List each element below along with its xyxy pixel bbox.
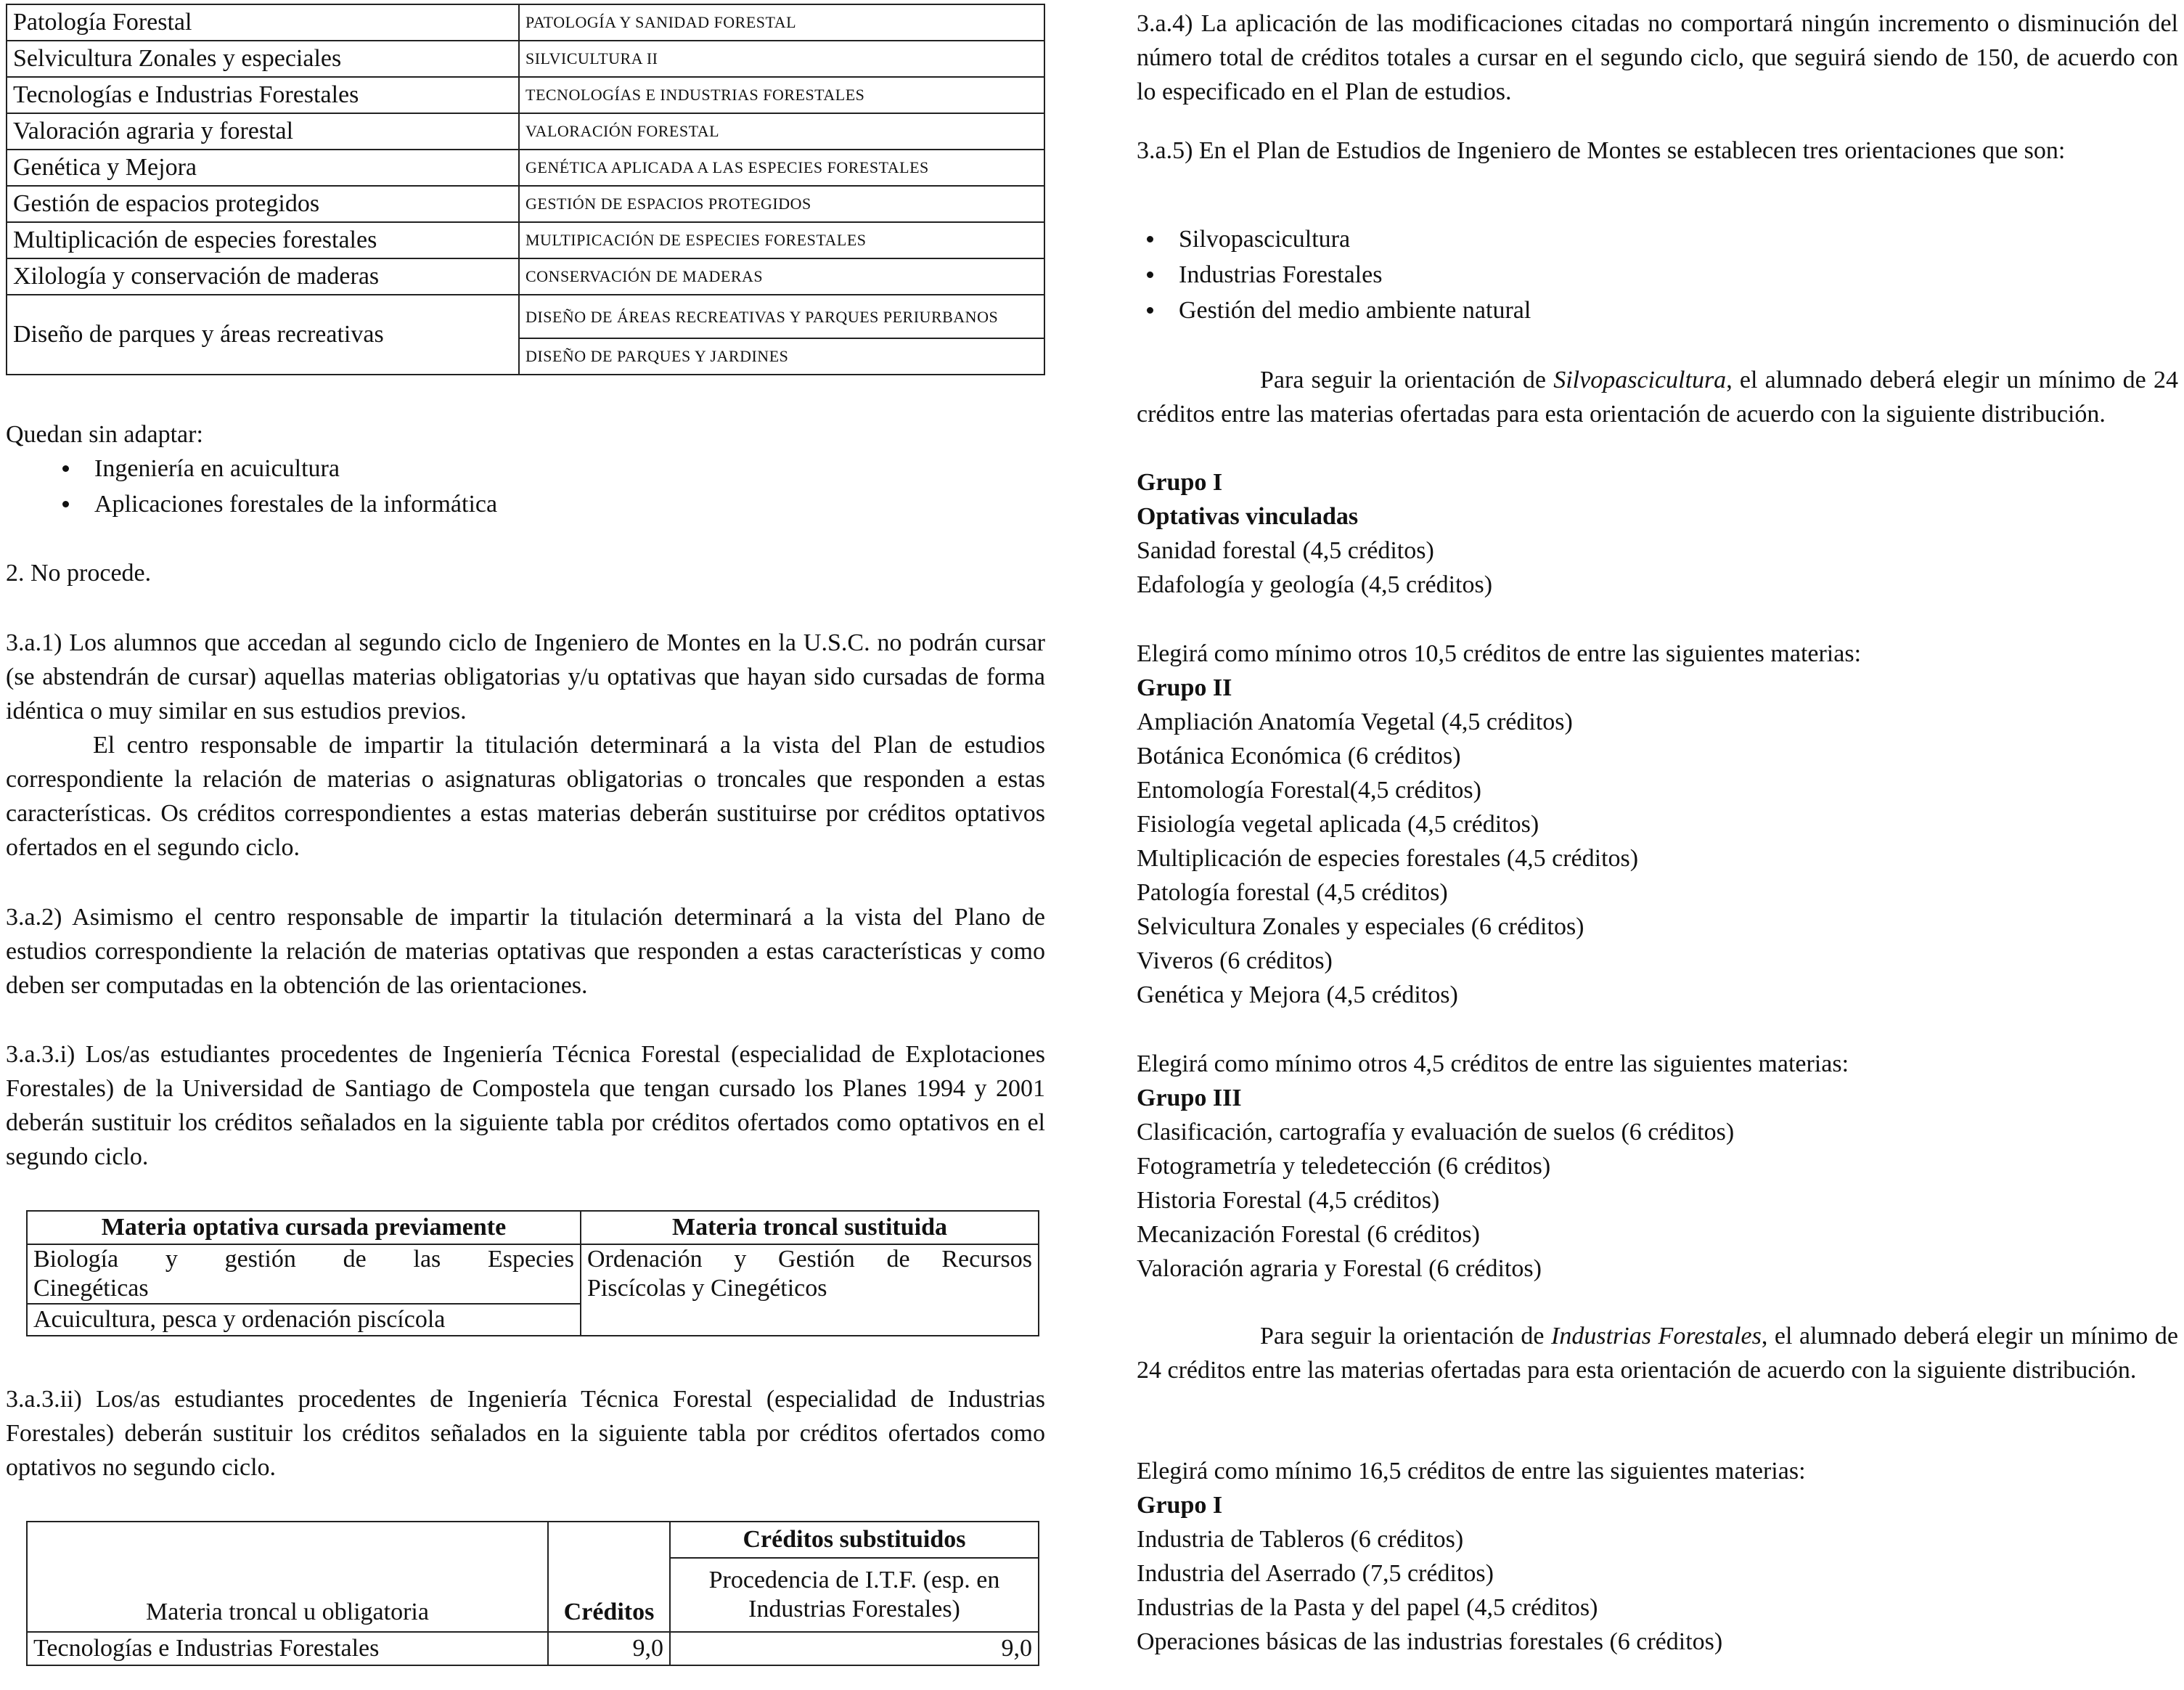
list-item: Silvopascicultura <box>1179 221 2122 257</box>
list-item: Patología forestal (4,5 créditos) <box>1137 879 1448 906</box>
orientations-list <box>1179 221 2122 328</box>
list-item: Fotogrametría y teledetección (6 créditos) <box>1137 1153 1551 1180</box>
table-row <box>27 1632 1039 1665</box>
group-heading: Grupo I <box>1137 469 1223 496</box>
list-item: Gestión del medio ambiente natural <box>1179 293 2122 328</box>
table-row <box>7 4 1044 41</box>
table-header: Materia troncal sustituida <box>581 1211 1039 1244</box>
table-cell: Patología Forestal <box>7 4 519 41</box>
text-span: , el alumnado deberá elegir un mínimo de 24 créditos entre las materias ofertadas para esta orientación de acuerdo con la siguiente distribución. <box>1137 367 2178 428</box>
table-cell: Créditos <box>548 1522 670 1632</box>
list-item: Mecanización Forestal (6 créditos) <box>1137 1221 1480 1248</box>
text-span: Para seguir la orientación de <box>1260 367 1554 393</box>
table-cell: Ordenación y Gestión de Recursos Piscícolas y Cinegéticos <box>581 1244 1039 1336</box>
table-cell: SILVICULTURA II <box>519 41 1044 77</box>
table-header: Materia optativa cursada previamente <box>27 1211 581 1244</box>
group-heading: Grupo II <box>1137 674 1232 701</box>
paragraph-silvopascicultura <box>1137 363 2178 431</box>
cell-line: Cinegéticas <box>33 1275 149 1302</box>
table-cell: Materia troncal u obligatoria <box>27 1522 548 1632</box>
table-cell: MULTIPICACIÓN DE ESPECIES FORESTALES <box>519 222 1044 258</box>
table-cell: Xilología y conservación de maderas <box>7 258 519 295</box>
list-item: Selvicultura Zonales y especiales (6 créditos) <box>1137 913 1584 940</box>
paragraph-3a3ii: 3.a.3.ii) Los/as estudiantes procedentes de Ingeniería Técnica Forestal (especialidad de Industrias Forestales) deberán sustituir los créditos señalados en la siguiente tabla por créditos ofertados como optativos no segundo ciclo. <box>6 1386 1045 1481</box>
list-item: Viveros (6 créditos) <box>1137 947 1333 974</box>
list-item: Operaciones básicas de las industrias forestales (6 créditos) <box>1137 1628 1723 1655</box>
table-cell: Tecnologías e Industrias Forestales <box>7 77 519 113</box>
table-cell: 9,0 <box>548 1632 670 1665</box>
table-row <box>7 77 1044 113</box>
text-span: Silvopascicultura <box>1553 367 1727 393</box>
table-row <box>7 295 1044 338</box>
table-cell: GENÉTICA APLICADA A LAS ESPECIES FORESTALES <box>519 150 1044 186</box>
list-item: Industria del Aserrado (7,5 créditos) <box>1137 1560 1494 1587</box>
group-iii-block <box>1137 1047 2178 1286</box>
table-row <box>7 150 1044 186</box>
table-row <box>7 222 1044 258</box>
table-cell: Diseño de parques y áreas recreativas <box>7 295 519 375</box>
list-item: Genética y Mejora (4,5 créditos) <box>1137 981 1458 1008</box>
list-item: Industrias Forestales <box>1179 257 2122 293</box>
text-span: Para seguir la orientación de <box>1260 1323 1552 1350</box>
group-intro: Elegirá como mínimo 16,5 créditos de entre las siguientes materias: <box>1137 1458 1806 1485</box>
table-cell: 9,0 <box>670 1632 1039 1665</box>
unadapted-list <box>94 451 1038 522</box>
group-intro: Elegirá como mínimo otros 10,5 créditos de entre las siguientes materias: <box>1137 640 1862 667</box>
text-span: Industrias Forestales <box>1551 1323 1762 1350</box>
group-i-block <box>1137 465 2178 602</box>
table-cell: Selvicultura Zonales y especiales <box>7 41 519 77</box>
industrias-group-block <box>1137 1454 2178 1659</box>
group-ii-block <box>1137 637 2178 1012</box>
paragraph-3a1: 3.a.1) Los alumnos que accedan al segundo ciclo de Ingeniero de Montes en la U.S.C. no podrán cursar (se abstendrán de cursar) aquellas materias obligatorias y/u optativas que hayan sido cursadas de forma idéntica o muy similar en sus estudios previos. <box>6 629 1045 724</box>
paragraph-3a2: 3.a.2) Asimismo el centro responsable de impartir la titulación determinará a la vista del Plano de estudios correspondiente la relación de materias optativas que responden a estas características y como deben ser computadas en la obtención de las orientaciones. <box>6 904 1045 999</box>
list-item: Fisiología vegetal aplicada (4,5 créditos) <box>1137 811 1539 838</box>
substitution-table-1 <box>26 1210 1039 1336</box>
table-cell: Valoración agraria y forestal <box>7 113 519 150</box>
group-heading: Grupo III <box>1137 1085 1242 1111</box>
paragraph-3a5: 3.a.5) En el Plan de Estudios de Ingeniero de Montes se establecen tres orientaciones que son: <box>1137 137 2066 164</box>
table-cell: CONSERVACIÓN DE MADERAS <box>519 258 1044 295</box>
table-cell: GESTIÓN DE ESPACIOS PROTEGIDOS <box>519 186 1044 222</box>
list-item: Entomología Forestal(4,5 créditos) <box>1137 777 1481 804</box>
group-intro: Elegirá como mínimo otros 4,5 créditos de entre las siguientes materias: <box>1137 1050 1849 1077</box>
list-item: Aplicaciones forestales de la informática <box>94 486 1038 522</box>
unadapted-intro: Quedan sin adaptar: <box>6 421 203 448</box>
table-row <box>7 41 1044 77</box>
paragraph-industrias <box>1137 1319 2178 1387</box>
table-cell: Genética y Mejora <box>7 150 519 186</box>
table-row <box>27 1522 1039 1558</box>
table-cell: TECNOLOGÍAS E INDUSTRIAS FORESTALES <box>519 77 1044 113</box>
group-heading: Grupo I <box>1137 1492 1223 1519</box>
paragraph-3a1-b: El centro responsable de impartir la titulación determinará a la vista del Plan de estudios correspondiente la relación de materias o asignaturas obligatorias o troncales que responden a estas características. Os créditos correspondientes a estas materias deberán sustituirse por créditos optativos ofertados en el segundo ciclo. <box>6 732 1045 861</box>
paragraph-2: 2. No procede. <box>6 560 152 587</box>
list-item: Industrias de la Pasta y del papel (4,5 créditos) <box>1137 1594 1598 1621</box>
text-span: , el alumnado deberá elegir un mínimo de 24 créditos entre las materias ofertadas para esta orientación de acuerdo con la siguiente distribución. <box>1137 1323 2178 1384</box>
paragraph-3a3i: 3.a.3.i) Los/as estudiantes procedentes de Ingeniería Técnica Forestal (especialidad de Explotaciones Forestales) de la Universidad de Santiago de Compostela que tengan cursado los Planes 1994 y 2001 deberán sustituir los créditos señalados en la siguiente tabla por créditos ofertados como optativos en el segundo ciclo. <box>6 1041 1045 1170</box>
table-cell: Acuicultura, pesca y ordenación piscícola <box>27 1304 581 1336</box>
table-row <box>7 186 1044 222</box>
table-cell: Tecnologías e Industrias Forestales <box>27 1632 548 1665</box>
table-cell: Multiplicación de especies forestales <box>7 222 519 258</box>
group-subheading: Optativas vinculadas <box>1137 503 1359 530</box>
table-cell: VALORACIÓN FORESTAL <box>519 113 1044 150</box>
table-row <box>27 1211 1039 1244</box>
list-item: Clasificación, cartografía y evaluación de suelos (6 créditos) <box>1137 1119 1735 1146</box>
list-item: Historia Forestal (4,5 créditos) <box>1137 1187 1440 1214</box>
table-cell: Procedencia de I.T.F. (esp. en Industrias Forestales) <box>670 1558 1039 1632</box>
list-item: Sanidad forestal (4,5 créditos) <box>1137 537 1434 564</box>
table-cell: Gestión de espacios protegidos <box>7 186 519 222</box>
substitution-table-2 <box>26 1521 1039 1666</box>
list-item: Multiplicación de especies forestales (4,5 créditos) <box>1137 845 1639 872</box>
list-item: Ingeniería en acuicultura <box>94 451 1038 486</box>
cell-line: Biología y gestión de las Especies <box>33 1246 574 1273</box>
table-row <box>27 1244 1039 1304</box>
table-cell <box>27 1244 581 1304</box>
table-row <box>7 258 1044 295</box>
list-item: Valoración agraria y Forestal (6 créditos) <box>1137 1255 1542 1282</box>
table-cell: DISEÑO DE PARQUES Y JARDINES <box>519 338 1044 375</box>
equivalence-table <box>6 4 1045 375</box>
table-cell: Créditos substituidos <box>670 1522 1039 1558</box>
list-item: Edafología y geología (4,5 créditos) <box>1137 571 1493 598</box>
table-row <box>7 113 1044 150</box>
table-cell: PATOLOGÍA Y SANIDAD FORESTAL <box>519 4 1044 41</box>
list-item: Botánica Económica (6 créditos) <box>1137 743 1461 770</box>
list-item: Industria de Tableros (6 créditos) <box>1137 1526 1464 1553</box>
list-item: Ampliación Anatomía Vegetal (4,5 créditos) <box>1137 709 1573 735</box>
paragraph-3a4: 3.a.4) La aplicación de las modificaciones citadas no comportará ningún incremento o disminución del número total de créditos totales a cursar en el segundo ciclo, que seguirá siendo de 150, de acuerdo con lo especificado en el Plan de estudios. <box>1137 10 2178 105</box>
table-cell: DISEÑO DE ÁREAS RECREATIVAS Y PARQUES PERIURBANOS <box>519 295 1044 338</box>
